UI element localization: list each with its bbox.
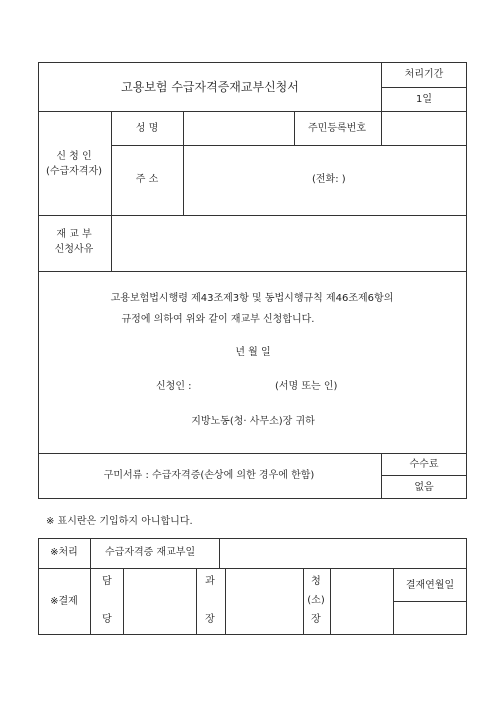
rrn-left-divider [294,111,295,145]
process-value: 수급자격증 재교부일 [105,547,196,558]
fee-value: 없음 [414,482,434,493]
gwa-left-divider [196,568,197,635]
applicant-sublabel: (수급자격자) [45,166,103,177]
form-title: 고용보험 수급자격증재교부신청서 [121,80,299,94]
phone-label: (전화: ) [312,174,346,185]
process-date-field[interactable] [220,539,466,567]
approval-date-label: 결재연월일 [405,580,455,591]
name-label: 성 명 [135,123,159,134]
reissue-reason-sublabel: 신청사유 [54,244,94,255]
cheong-label: 청 [311,576,321,587]
rrn-label: 주민등록번호 [308,123,366,134]
statement-line-2: 규정에 의하여 위와 같이 재교부 신청합니다. [121,314,315,325]
address-label: 주 소 [135,174,159,185]
signature-note: (서명 또는 인) [275,381,338,392]
gwa-jang-label: 장 [205,614,215,625]
required-documents: 구미서류 : 수급자격증(손상에 의한 경우에 한함) [103,470,315,481]
approval-label: ※결제 [50,596,78,607]
statement-row-divider [38,453,467,454]
gwa-jang-sign-field[interactable] [226,569,302,634]
approval-date-field[interactable] [394,602,466,634]
fee-label: 수수료 [409,459,439,470]
processing-period-value: 1일 [415,94,433,105]
processing-period-label: 처리기간 [404,69,444,80]
dang-label: 당 [102,614,112,625]
reissue-reason-field[interactable] [112,216,466,270]
reissue-reason-label: 재 교 부 [56,229,92,240]
signer-label: 신청인 : [156,381,192,392]
office-label-divider [90,538,91,635]
date-line: 년 월 일 [235,347,271,358]
dam-label: 담 [102,576,112,587]
fee-divider [381,475,467,476]
gwa-label: 과 [205,576,215,587]
reason-row-divider [38,271,467,272]
addressee: 지방노동(청· 사무소)장 귀하 [191,416,315,427]
so-label: (소) [307,595,325,606]
title-period-divider [381,62,382,111]
period-divider [381,87,467,88]
process-label: ※처리 [50,547,78,558]
fee-column-divider [381,453,382,499]
note-text: ※ 표시란은 기입하지 아니합니다. [46,516,193,527]
dam-dang-sign-field[interactable] [124,569,195,634]
cheong-left-divider [303,568,304,635]
cheong-jang-label: 장 [311,614,321,625]
applicant-label: 신 청 인 [56,151,92,162]
cheong-jang-sign-field[interactable] [331,569,392,634]
rrn-field[interactable] [382,112,466,144]
name-field[interactable] [184,112,293,144]
statement-line-1: 고용보험법시행령 제43조제3항 및 동법시행규칙 제46조제6항의 [110,293,394,304]
